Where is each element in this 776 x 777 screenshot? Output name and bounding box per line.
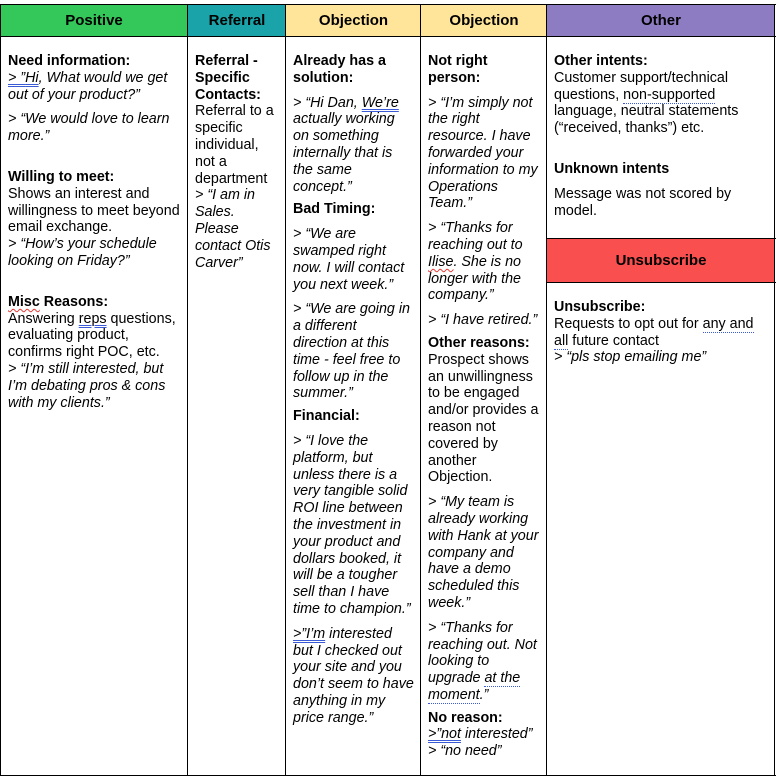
financial-quote-2-rest: interested but I checked out your site and you don’t seem to have anything in my price range.” bbox=[293, 625, 414, 726]
need-info-quote-1-rest: , What would we get out of your product?” bbox=[8, 69, 168, 103]
unsubscribe-body bbox=[547, 290, 774, 774]
timing-quote-2: > “We are going in a different direction at this time - feel free to follow up in the summer.” bbox=[293, 301, 410, 402]
other-reasons-quote-2 bbox=[428, 620, 540, 704]
already-quote bbox=[293, 95, 414, 196]
other-column-top bbox=[547, 44, 774, 238]
unsubscribe-title: Unsubscribe: bbox=[554, 299, 646, 315]
noreason-quote-1 bbox=[428, 726, 540, 743]
notright-quote-3: > “I have retired.” bbox=[428, 312, 538, 329]
unsubscribe-bottom-border bbox=[547, 282, 776, 283]
financial-quote-2 bbox=[293, 626, 414, 727]
unsubscribe-text-a: Requests to opt out for bbox=[554, 315, 703, 332]
header-objection-1: Objection bbox=[286, 4, 421, 36]
positive-column bbox=[1, 44, 187, 774]
notright-quote-1: > “I’m simply not the right resource. I have forwarded your information to my Operations Team.” bbox=[428, 94, 538, 212]
other-reasons-quote-2-moment: at the moment bbox=[428, 670, 521, 703]
financial-quote-2-im: >”I’m bbox=[293, 625, 326, 642]
willing-title: Willing to meet: bbox=[8, 168, 115, 185]
other-reasons-quote-1: > “My team is already working with Hank at your company and have a demo scheduled this week.” bbox=[428, 494, 539, 611]
misc-title-rest: Reasons: bbox=[39, 293, 109, 310]
need-info-title: Need information: bbox=[8, 53, 131, 69]
noreason-quote-1-rest: interested” bbox=[461, 726, 533, 743]
notright-quote-2-ilise: Ilise bbox=[428, 253, 454, 270]
other-intents-text bbox=[554, 70, 768, 137]
objection-column-2 bbox=[421, 44, 546, 774]
already-quote-were: We’re bbox=[361, 94, 399, 111]
notright-quote-2-a: > “Thanks for reaching out to bbox=[428, 220, 523, 253]
need-info-quote-1-prefix: > ” bbox=[8, 69, 26, 86]
timing-title: Bad Timing: bbox=[293, 201, 376, 218]
header-positive: Positive bbox=[0, 4, 188, 36]
notright-title: Not right person: bbox=[428, 53, 488, 86]
misc-quote: > “I’m still interested, but I’m debating pros & cons with my clients.” bbox=[8, 360, 166, 411]
need-info-quote-2: > “We would love to learn more.” bbox=[8, 111, 170, 145]
header-unsubscribe: Unsubscribe bbox=[547, 238, 775, 282]
noreason-quote-1-not: >”not bbox=[428, 726, 461, 743]
willing-quote: > “How’s your schedule looking on Friday?” bbox=[8, 236, 157, 269]
noreason-title: No reason: bbox=[428, 709, 503, 726]
other-intents-title: Other intents: bbox=[554, 53, 648, 69]
unsubscribe-quote: > “pls stop emailing me” bbox=[554, 349, 707, 366]
willing-text: Shows an interest and willingness to meet beyond email exchange. bbox=[8, 185, 180, 236]
misc-text-reps: reps bbox=[78, 310, 107, 327]
unsubscribe-text-c: future contact bbox=[568, 332, 659, 349]
referral-title: Referral - Specific Contacts: bbox=[195, 53, 261, 103]
unknown-title: Unknown intents bbox=[554, 160, 670, 177]
already-title: Already has a solution: bbox=[293, 53, 386, 86]
financial-title: Financial: bbox=[293, 408, 360, 425]
timing-quote-1: > “We are swamped right now. I will contact you next week.” bbox=[293, 226, 405, 293]
misc-title bbox=[8, 294, 181, 311]
table-bottom-border bbox=[0, 775, 776, 776]
misc-title-word: Misc bbox=[8, 293, 40, 310]
financial-quote-1: > “I love the platform, but unless there is a very tangible solid ROI line between the investment in your product and dollars booked, it will be a tougher sell than I have time to champion.” bbox=[293, 432, 411, 617]
referral-quote: > “I am in Sales. Please contact Otis Carver” bbox=[195, 187, 271, 271]
unsubscribe-text-anyandall: any and all bbox=[554, 315, 754, 349]
referral-column bbox=[188, 44, 285, 774]
notright-quote-2 bbox=[428, 220, 540, 304]
unsubscribe-top-border bbox=[547, 238, 776, 239]
already-quote-c: actually working on something internally that is the same concept.” bbox=[293, 111, 395, 195]
other-intents-text-c: language, neutral statements (“received, thanks”) etc. bbox=[554, 103, 739, 137]
header-referral: Referral bbox=[188, 4, 286, 36]
header-objection-2: Objection bbox=[421, 4, 547, 36]
referral-text: Referral to a specific individual, not a department bbox=[195, 103, 274, 187]
unsubscribe-text bbox=[554, 316, 768, 350]
col-border-5 bbox=[774, 4, 775, 775]
objection-column-1 bbox=[286, 44, 420, 774]
other-reasons-title: Other reasons: bbox=[428, 334, 530, 351]
unknown-text: Message was not scored by model. bbox=[554, 185, 732, 219]
already-quote-a: > “Hi Dan, bbox=[293, 94, 362, 111]
other-reasons-quote-2-c: .” bbox=[479, 686, 489, 703]
need-info-quote-1 bbox=[8, 70, 181, 104]
noreason-quote-2: > “no need” bbox=[428, 743, 502, 760]
other-intents-text-nonsupported: non-supported bbox=[623, 86, 716, 103]
header-bottom-border bbox=[0, 36, 776, 37]
header-other: Other bbox=[547, 4, 775, 36]
other-intents-text-a: Customer support/technical questions, bbox=[554, 69, 729, 103]
other-reasons-quote-2-a: > “Thanks for reaching out. Not looking to upgrade bbox=[428, 619, 537, 687]
misc-text-c: questions, evaluating product, confirms right POC, etc. bbox=[8, 310, 176, 361]
need-info-quote-1-hi: Hi bbox=[25, 69, 39, 86]
other-reasons-text: Prospect shows an unwillingness to be engaged and/or provides a reason not covered by another Objection. bbox=[428, 351, 539, 486]
notright-quote-2-c: . She is no longer with the company.” bbox=[428, 253, 521, 304]
misc-text-a: Answering bbox=[8, 310, 79, 327]
misc-text bbox=[8, 311, 181, 361]
table-top-border bbox=[0, 4, 776, 5]
